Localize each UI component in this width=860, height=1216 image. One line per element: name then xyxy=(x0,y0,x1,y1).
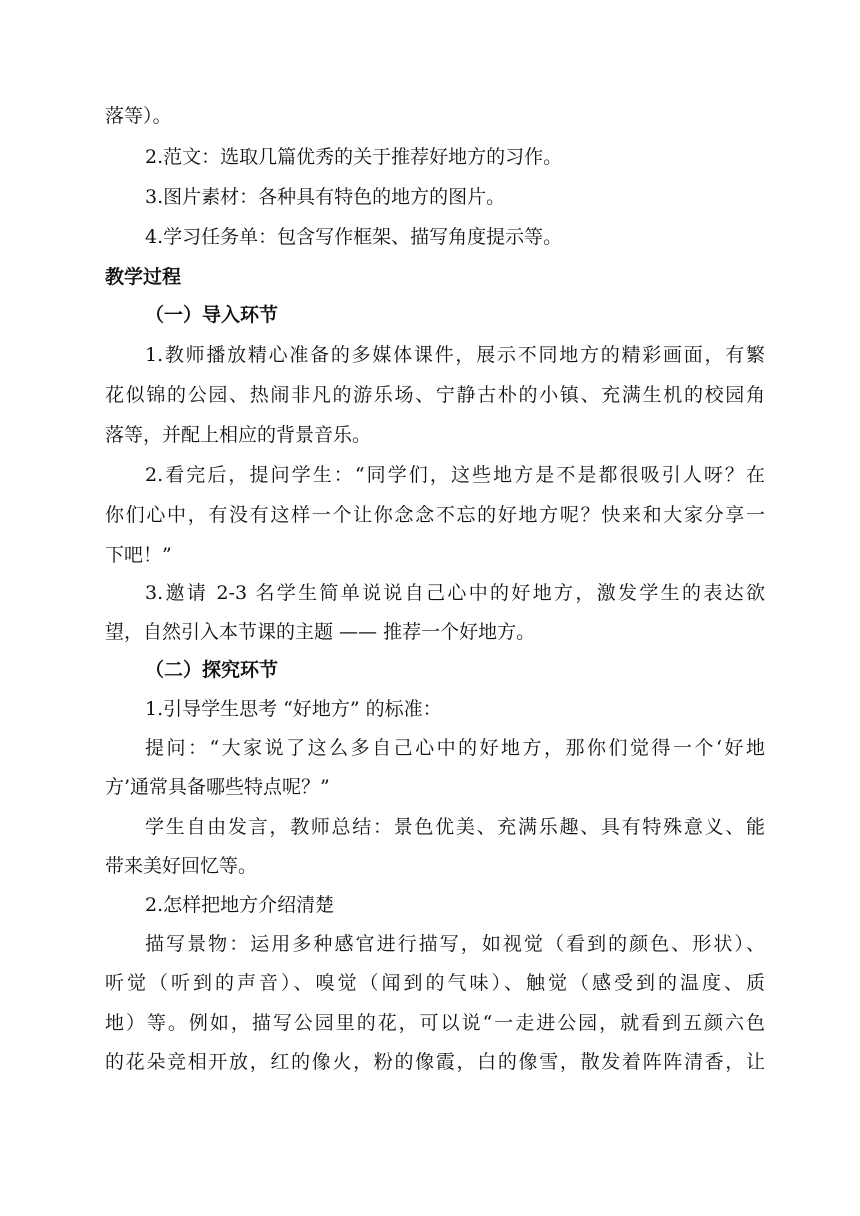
paragraph-line: 描写景物：运用多种感官进行描写，如视觉（看到的颜色、形状）、 xyxy=(145,933,765,955)
paragraph-line: 的花朵竞相开放，红的像火，粉的像霞，白的像雪，散发着阵阵清香，让 xyxy=(105,1051,765,1073)
paragraph-line: 学生自由发言，教师总结：景色优美、充满乐趣、具有特殊意义、能 xyxy=(145,816,765,838)
subsection-heading-intro: （一）导入环节 xyxy=(145,304,279,326)
paragraph-line: 2.怎样把地方介绍清楚 xyxy=(145,894,335,916)
paragraph-line: 1.引导学生思考 “好地方” 的标准： xyxy=(145,698,442,720)
subsection-heading-explore: （二）探究环节 xyxy=(145,659,279,681)
paragraph-line: 花似锦的公园、热闹非凡的游乐场、宁静古朴的小镇、充满生机的校园角 xyxy=(105,384,765,406)
paragraph-line: 带来美好回忆等。 xyxy=(105,855,258,877)
paragraph-line: 2.看完后，提问学生：“同学们，这些地方是不是都很吸引人呀？在 xyxy=(145,464,765,486)
paragraph-line: 你们心中，有没有这样一个让你念念不忘的好地方呢？快来和大家分享一 xyxy=(105,504,765,526)
paragraph-line: 望，自然引入本节课的主题 —— 推荐一个好地方。 xyxy=(105,621,536,643)
paragraph-line: 听觉（听到的声音）、嗅觉（闻到的气味）、触觉（感受到的温度、质 xyxy=(105,972,765,994)
paragraph-line: 地）等。例如，描写公园里的花，可以说“一走进公园，就看到五颜六色 xyxy=(105,1012,765,1034)
paragraph-line: 3.邀请 2-3 名学生简单说说自己心中的好地方，激发学生的表达欲 xyxy=(145,582,765,604)
section-heading-teaching-process: 教学过程 xyxy=(105,266,182,288)
paragraph-line: 1.教师播放精心准备的多媒体课件，展示不同地方的精彩画面，有繁 xyxy=(145,344,765,366)
paragraph-line: 方’通常具备哪些特点呢？” xyxy=(105,776,330,798)
paragraph-line: 4.学习任务单：包含写作框架、描写角度提示等。 xyxy=(145,226,563,248)
paragraph-line: 下吧！” xyxy=(105,544,172,566)
paragraph-line: 提问：“大家说了这么多自己心中的好地方，那你们觉得一个‘好地 xyxy=(145,737,765,759)
paragraph-line: 落等，并配上相应的背景音乐。 xyxy=(105,424,372,446)
paragraph-line: 2.范文：选取几篇优秀的关于推荐好地方的习作。 xyxy=(145,146,563,168)
paragraph-line: 3.图片素材：各种具有特色的地方的图片。 xyxy=(145,186,506,208)
paragraph-line: 落等）。 xyxy=(105,105,172,127)
